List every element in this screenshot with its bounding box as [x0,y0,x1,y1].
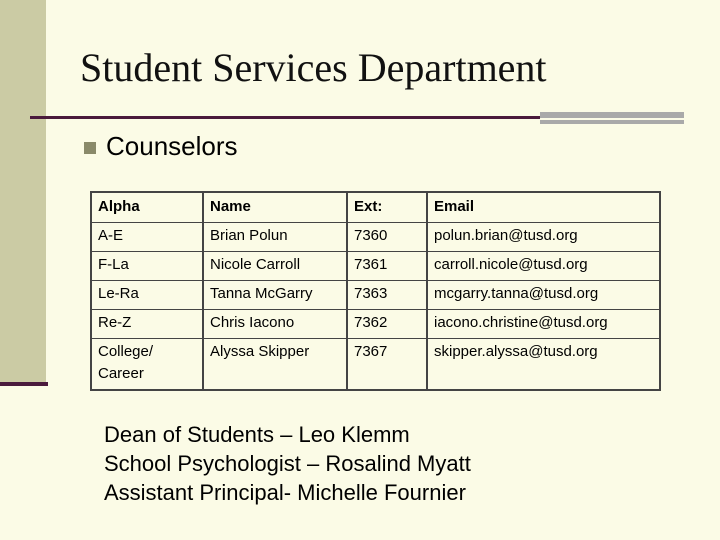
cell-email: mcgarry.tanna@tusd.org [427,281,660,310]
cell-email: carroll.nicole@tusd.org [427,252,660,281]
cell-ext: 7363 [347,281,427,310]
left-accent-underline [0,382,48,386]
psychologist-line: School Psychologist – Rosalind Myatt [104,451,471,476]
left-accent-bar [0,0,46,382]
title-rule-accent-lower [540,120,684,124]
cell-ext: 7361 [347,252,427,281]
cell-alpha: College/ Career [91,339,203,391]
counselor-table [90,191,661,391]
cell-alpha: F-La [91,252,203,281]
cell-email: skipper.alyssa@tusd.org [427,339,660,391]
table-row [91,252,660,281]
table-row [91,223,660,252]
cell-alpha: A-E [91,223,203,252]
header-alpha: Alpha [91,192,203,223]
cell-ext: 7360 [347,223,427,252]
slide-title: Student Services Department [80,45,547,90]
cell-ext: 7367 [347,339,427,391]
dean-line: Dean of Students – Leo Klemm [104,422,410,447]
cell-alpha: Le-Ra [91,281,203,310]
table-row [91,281,660,310]
title-rule-accent [540,112,684,118]
cell-name: Brian Polun [203,223,347,252]
cell-ext: 7362 [347,310,427,339]
header-email: Email [427,192,660,223]
counselors-heading: Counselors [106,131,238,161]
table-header-row [91,192,660,223]
assistant-principal-line: Assistant Principal- Michelle Fournier [104,480,466,505]
table-row [91,310,660,339]
cell-email: polun.brian@tusd.org [427,223,660,252]
staff-contacts [104,420,471,507]
cell-name: Chris Iacono [203,310,347,339]
cell-name: Tanna McGarry [203,281,347,310]
header-name: Name [203,192,347,223]
cell-name: Alyssa Skipper [203,339,347,391]
title-rule [30,116,540,119]
cell-name: Nicole Carroll [203,252,347,281]
square-bullet-icon [84,142,96,154]
header-ext: Ext: [347,192,427,223]
cell-alpha: Re-Z [91,310,203,339]
cell-email: iacono.christine@tusd.org [427,310,660,339]
table-row [91,339,660,391]
